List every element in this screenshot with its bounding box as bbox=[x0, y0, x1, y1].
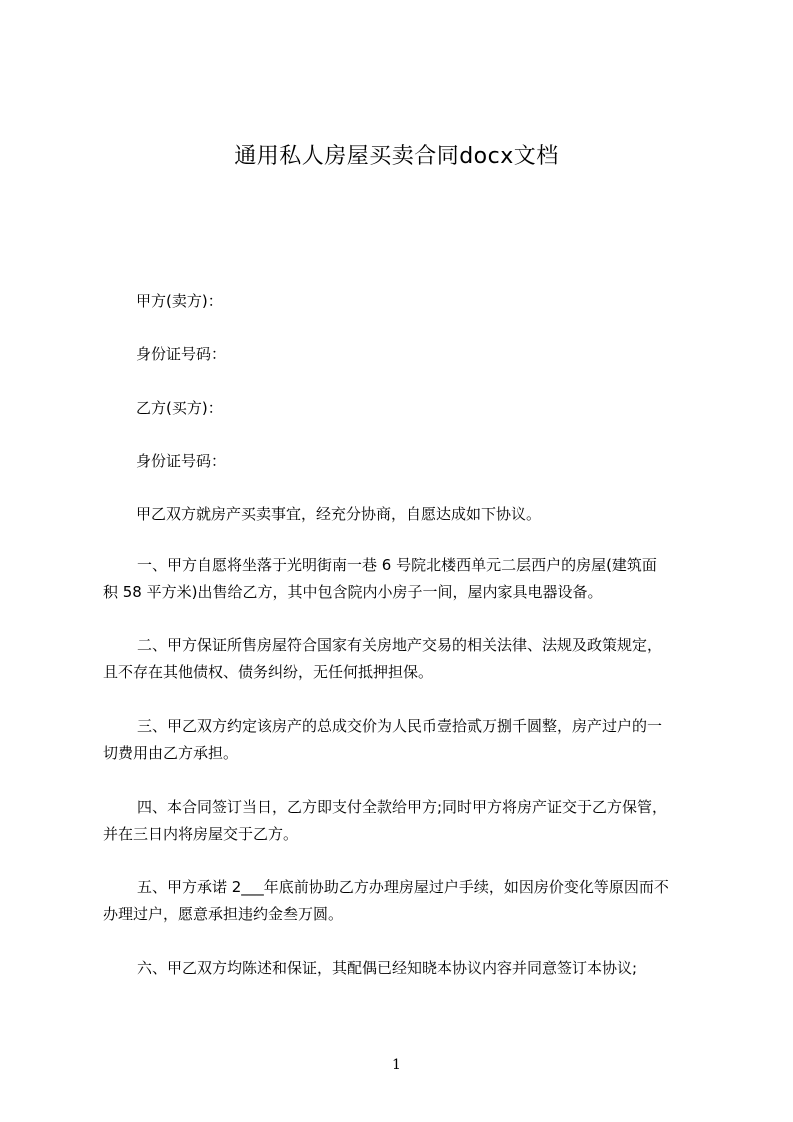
clause-line: 四、本合同签订当日，乙方即支付全款给甲方;同时甲方将房产证交于乙方保管， bbox=[137, 798, 668, 816]
clause-4 bbox=[103, 794, 703, 848]
intro-paragraph: 甲乙双方就房产买卖事宜，经充分协商，自愿达成如下协议。 bbox=[136, 505, 542, 523]
buyer-id-field-label: 身份证号码： bbox=[136, 452, 227, 470]
clause-line: 积 58 平方米)出售给乙方，其中包含院内小房子一间，屋内家具电器设备。 bbox=[103, 583, 603, 601]
buyer-field-label: 乙方(买方)： bbox=[136, 399, 223, 417]
clause-line: 五、甲方承诺 2___年底前协助乙方办理房屋过户手续，如因房价变化等原因而不 bbox=[137, 878, 669, 896]
clause-3 bbox=[103, 713, 703, 767]
clause-line: 二、甲方保证所售房屋符合国家有关房地产交易的相关法律、法规及政策规定， bbox=[137, 636, 663, 654]
clause-1 bbox=[103, 552, 703, 606]
seller-id-field-label: 身份证号码： bbox=[136, 345, 227, 363]
clause-line: 一、甲方自愿将坐落于光明街南一巷 6 号院北楼西单元二层西户的房屋(建筑面 bbox=[137, 556, 657, 574]
clause-line: 办理过户，愿意承担违约金叁万圆。 bbox=[103, 905, 344, 923]
page-number: 1 bbox=[392, 1057, 401, 1073]
seller-field-label: 甲方(卖方)： bbox=[136, 292, 223, 310]
clause-line: 三、甲乙双方约定该房产的总成交价为人民币壹拾贰万捌千圆整，房产过户的一 bbox=[137, 717, 663, 735]
clause-line: 切费用由乙方承担。 bbox=[103, 744, 239, 762]
clause-5 bbox=[103, 874, 703, 928]
clause-6 bbox=[103, 955, 703, 982]
clause-line: 且不存在其他债权、债务纠纷，无任何抵押担保。 bbox=[103, 663, 434, 681]
document-title: 通用私人房屋买卖合同docx文档 bbox=[234, 144, 559, 169]
clause-2 bbox=[103, 632, 703, 686]
clause-line: 并在三日内将房屋交于乙方。 bbox=[103, 825, 299, 843]
clause-line: 六、甲乙双方均陈述和保证，其配偶已经知晓本协议内容并同意签订本协议; bbox=[137, 959, 638, 977]
